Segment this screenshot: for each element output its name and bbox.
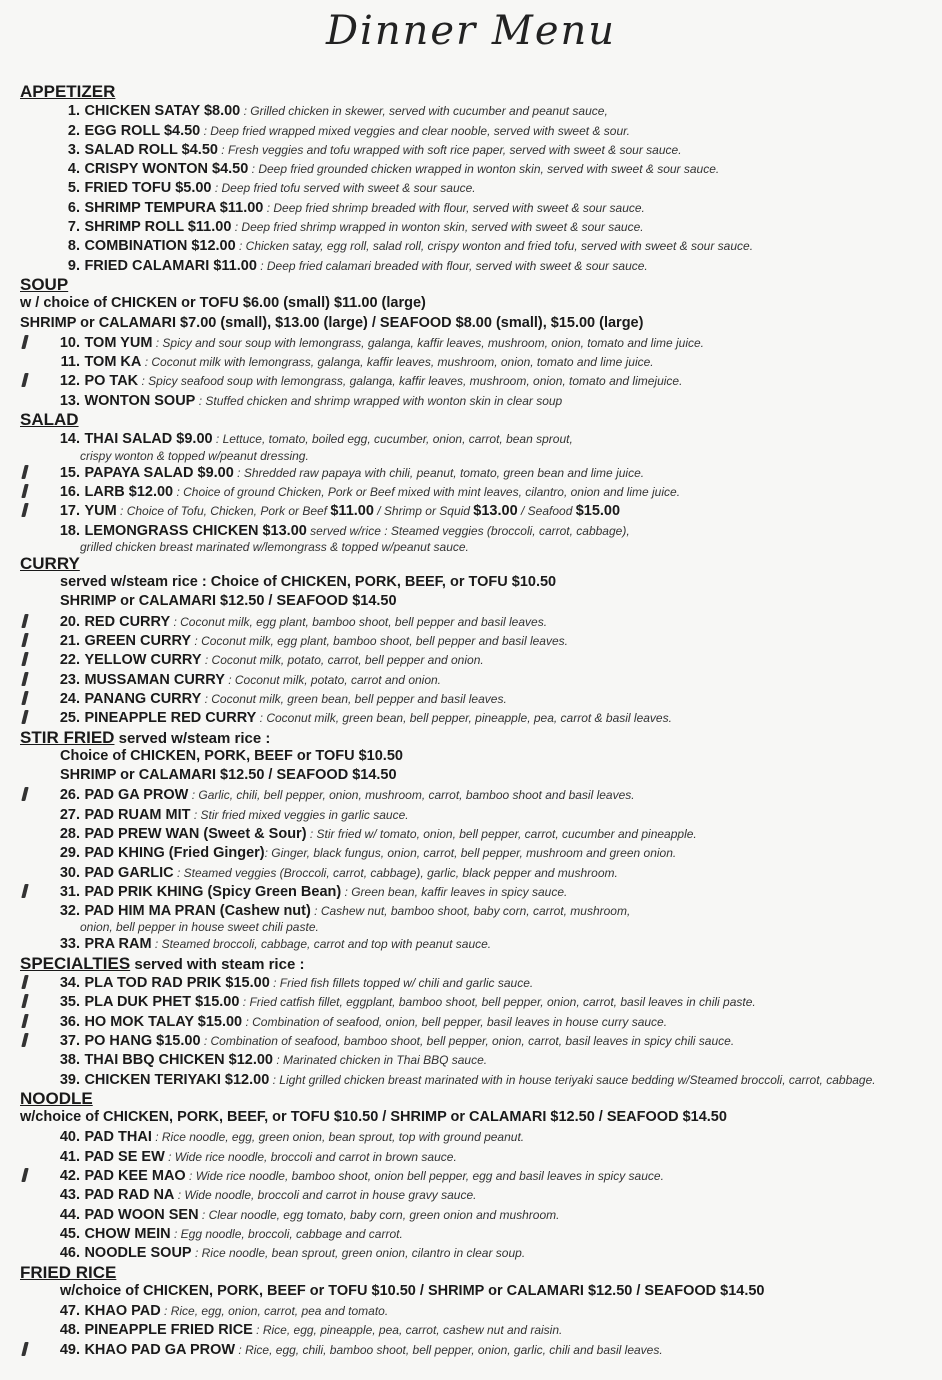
item-description: : Rice, egg, pineapple, pea, carrot, cashew nut and raisin.: [252, 1323, 563, 1338]
item-description: : Fresh veggies and tofu wrapped with soft rice paper, served with sweet & sour sauce.: [217, 142, 682, 157]
item-number: 28.: [59, 825, 80, 842]
item-name: TOM YUM: [84, 334, 153, 351]
soup-price-line-1: w / choice of CHICKEN or TOFU $6.00 (small) $11.00 (large): [20, 295, 426, 312]
item-number: 7.: [67, 219, 80, 236]
item-description: : Wide noodle, broccoli and carrot in house gravy sauce.: [174, 1188, 477, 1203]
item-description: : Garlic, chili, bell pepper, onion, mushroom, carrot, bamboo shoot and basil leaves.: [188, 788, 635, 803]
item-name: PAD RAD NA: [84, 1187, 175, 1204]
page-title: Dinner Menu: [325, 8, 617, 54]
item-description-continued: crispy wonton & topped w/peanut dressing.: [80, 448, 309, 463]
menu-item-43: [20, 1185, 935, 1204]
spicy-marker-icon: [21, 614, 28, 628]
item-name: PAPAYA SALAD $9.00: [84, 464, 234, 481]
item-description: / Shrimp or Squid: [373, 504, 474, 519]
item-number: 47.: [59, 1303, 80, 1320]
stir-fried-price-line-1: Choice of CHICKEN, PORK, BEEF or TOFU $10.50: [60, 747, 403, 764]
section-heading-appetizer: APPETIZER: [20, 82, 116, 101]
spicy-marker-icon: [21, 975, 28, 989]
stir-fried-price-line-2: SHRIMP or CALAMARI $12.50 / SEAFOOD $14.50: [60, 767, 397, 784]
item-description: : Shredded raw papaya with chili, peanut, tomato, green bean and lime juice.: [233, 465, 645, 480]
item-number: 8.: [67, 238, 80, 255]
item-number: 40.: [59, 1129, 80, 1146]
item-description: : Fried catfish fillet, eggplant, bamboo shoot, bell pepper, onion, carrot, basil leaves in chili paste.: [239, 995, 756, 1010]
item-description: : Wide rice noodle, broccoli and carrot in brown sauce.: [164, 1149, 457, 1164]
menu-item-15: [20, 463, 935, 482]
menu-item-10: [20, 333, 935, 352]
item-name: WONTON SOUP: [84, 392, 196, 409]
item-number: 25.: [59, 710, 80, 727]
item-price: $15.00: [575, 503, 621, 520]
item-name: PAD KEE MAO: [84, 1168, 186, 1185]
item-description: : Combination of seafood, onion, bell pepper, basil leaves in house curry sauce.: [242, 1014, 668, 1029]
menu-item-40: [20, 1127, 935, 1146]
item-name: CRISPY WONTON $4.50: [84, 161, 249, 178]
item-name: THAI SALAD $9.00: [84, 431, 213, 448]
item-name: PAD THAI: [84, 1129, 152, 1146]
item-description: : Choice of ground Chicken, Pork or Beef mixed with mint leaves, cilantro, onion and lime juice.: [173, 484, 681, 499]
menu-item-41: [20, 1147, 935, 1166]
item-name: KHAO PAD GA PROW: [84, 1341, 236, 1358]
item-name: FRIED TOFU $5.00: [84, 180, 212, 197]
item-description: : Deep fried wrapped mixed veggies and clear nooble, served with sweet & sour.: [200, 123, 631, 138]
item-name: CHICKEN TERIYAKI $12.00: [84, 1071, 270, 1088]
item-number: 23.: [59, 671, 80, 688]
item-number: 3.: [67, 141, 80, 158]
item-name: PAD SE EW: [84, 1148, 165, 1165]
item-name: PAD KHING (Fried Ginger): [84, 845, 265, 862]
menu-item-3: [20, 140, 935, 159]
item-number: 49.: [59, 1341, 80, 1358]
menu-item-48: [20, 1320, 935, 1339]
item-description: : Ginger, black fungus, onion, carrot, bell pepper, mushroom and green onion.: [264, 846, 677, 861]
menu-item-23: [20, 670, 935, 689]
item-number: 10.: [59, 334, 80, 351]
item-number: 32.: [59, 903, 80, 920]
item-description: : Rice, egg, onion, carrot, pea and tomato.: [160, 1304, 389, 1319]
item-description: / Seafood: [517, 504, 576, 519]
item-number: 11.: [60, 354, 80, 371]
section-heading-fried-rice: FRIED RICE: [20, 1262, 117, 1282]
item-name: TOM KA: [84, 354, 142, 371]
item-name: PLA DUK PHET $15.00: [84, 994, 240, 1011]
item-name: FRIED CALAMARI $11.00: [84, 257, 257, 274]
item-description: : Coconut milk, egg plant, bamboo shoot, bell pepper and basil leaves.: [170, 614, 548, 629]
item-number: 22.: [59, 652, 80, 669]
spicy-marker-icon: [21, 710, 28, 724]
item-number: 5.: [67, 180, 80, 197]
section-heading-salad: SALAD: [20, 410, 79, 430]
section-heading-soup: SOUP: [20, 274, 69, 294]
menu-item-4: [20, 159, 935, 178]
item-number: 20.: [59, 613, 80, 630]
item-name: GREEN CURRY: [84, 633, 192, 650]
item-number: 43.: [59, 1187, 80, 1204]
spicy-marker-icon: [21, 1168, 28, 1182]
item-name: PANANG CURRY: [84, 690, 202, 707]
section-heading-specialties: SPECIALTIES: [20, 953, 131, 973]
menu-item-44: [20, 1205, 935, 1224]
soup-price-line-2: SHRIMP or CALAMARI $7.00 (small), $13.00 (large) / SEAFOOD $8.00 (small), $15.00 (large): [20, 314, 644, 331]
item-name: NOODLE SOUP: [84, 1245, 192, 1262]
item-number: 41.: [59, 1148, 80, 1165]
item-number: 21.: [59, 633, 80, 650]
item-description: : Coconut milk, potato, carrot and onion.: [224, 672, 442, 687]
item-description: : Deep fried shrimp breaded with flour, served with sweet & sour sauce.: [263, 200, 645, 215]
menu-item-42: [20, 1166, 935, 1185]
item-description-continued: grilled chicken breast marinated w/lemongrass & topped w/peanut sauce.: [80, 539, 469, 554]
item-description: : Light grilled chicken breast marinated with in house teriyaki sauce bedding w/Steamed broccoli, carrot, cabbage.: [269, 1072, 876, 1087]
menu-item-36: [20, 1012, 935, 1031]
menu-item-22: [20, 650, 935, 669]
item-description: : Rice, egg, chili, bamboo shoot, bell pepper, onion, garlic, chili and basil leaves.: [235, 1342, 663, 1357]
section-heading-curry: CURRY: [20, 553, 80, 573]
item-description: : Rice noodle, egg, green onion, bean sprout, top with ground peanut.: [151, 1130, 525, 1145]
menu-item-46: [20, 1243, 935, 1262]
spicy-marker-icon: [21, 787, 28, 801]
menu-list: [20, 82, 935, 1359]
item-description: : Coconut milk, potato, carrot, bell pepper and onion.: [201, 653, 484, 668]
item-name: CHOW MEIN: [84, 1225, 171, 1242]
item-description: : Coconut milk, green bean, bell pepper, pineapple, pea, carrot & basil leaves.: [256, 711, 672, 726]
menu-item-49: [20, 1340, 935, 1359]
menu-item-20: [20, 612, 935, 631]
item-description: : Deep fried tofu served with sweet & sour sauce.: [211, 181, 476, 196]
item-name: PAD WOON SEN: [84, 1206, 199, 1223]
item-price: $11.00: [330, 503, 374, 520]
menu-item-29: [20, 843, 935, 862]
item-description-continued: onion, bell pepper in house sweet chili paste.: [80, 920, 319, 935]
item-number: 1.: [67, 103, 80, 120]
item-name: HO MOK TALAY $15.00: [84, 1013, 243, 1030]
item-number: 12.: [59, 373, 80, 390]
spicy-marker-icon: [21, 484, 28, 498]
item-name: PAD RUAM MIT: [84, 806, 191, 823]
menu-item-2: [20, 121, 935, 140]
menu-item-33: [20, 934, 935, 953]
item-description: : Clear noodle, egg tomato, baby corn, green onion and mushroom.: [198, 1207, 560, 1222]
spicy-marker-icon: [21, 1342, 28, 1356]
section-header-stir-fried: [20, 728, 935, 747]
menu-item-14: [20, 429, 935, 448]
spicy-marker-icon: [21, 691, 28, 705]
item-name: COMBINATION $12.00: [84, 238, 236, 255]
item-description: : Stir fried w/ tomato, onion, bell pepper, carrot, cucumber and pineapple.: [306, 826, 697, 841]
menu-item-12: [20, 371, 935, 390]
menu-item-21: [20, 631, 935, 650]
item-description: : Coconut milk, egg plant, bamboo shoot, bell pepper and basil leaves.: [191, 634, 568, 649]
item-number: 4.: [67, 161, 80, 178]
menu-item-28: [20, 824, 935, 843]
spicy-marker-icon: [21, 672, 28, 686]
fried-rice-price-line: w/choice of CHICKEN, PORK, BEEF or TOFU $10.50 / SHRIMP or CALAMARI $12.50 / SEAFOOD $14.50: [60, 1282, 765, 1299]
item-number: 46.: [59, 1245, 80, 1262]
item-number: 44.: [59, 1206, 80, 1223]
menu-item-34: [20, 973, 935, 992]
spicy-marker-icon: [21, 652, 28, 666]
item-name: EGG ROLL $4.50: [84, 122, 201, 139]
item-description: : Choice of Tofu, Chicken, Pork or Beef: [116, 504, 331, 519]
menu-item-1: [20, 101, 935, 120]
menu-item-35: [20, 992, 935, 1011]
item-name: PINEAPPLE FRIED RICE: [84, 1322, 253, 1339]
item-number: 45.: [59, 1225, 80, 1242]
item-number: 26.: [59, 787, 80, 804]
item-name: THAI BBQ CHICKEN $12.00: [84, 1052, 273, 1069]
item-name: YELLOW CURRY: [84, 652, 202, 669]
item-description: : Spicy seafood soup with lemongrass, galanga, kaffir leaves, mushroom, onion, tomato and limejuice.: [138, 374, 683, 389]
item-description: : Deep fried grounded chicken wrapped in wonton skin, served with sweet & sour sauce.: [248, 162, 720, 177]
menu-item-30: [20, 863, 935, 882]
menu-item-31: [20, 882, 935, 901]
menu-item-5: [20, 178, 935, 197]
spicy-marker-icon: [21, 884, 28, 898]
item-number: 27.: [59, 806, 80, 823]
item-name: SHRIMP ROLL $11.00: [84, 219, 232, 236]
menu-item-9: [20, 256, 935, 275]
item-number: 6.: [67, 199, 80, 216]
item-name: PO TAK: [84, 373, 139, 390]
item-number: 17.: [59, 503, 80, 520]
section-header-specialties: [20, 954, 935, 973]
item-description: served w/rice : Steamed veggies (broccoli, carrot, cabbage),: [306, 523, 630, 538]
section-heading-stir-fried: STIR FRIED: [20, 727, 115, 747]
menu-item-47: [20, 1301, 935, 1320]
item-number: 37.: [59, 1032, 80, 1049]
item-number: 13.: [59, 392, 80, 409]
item-name: PAD GARLIC: [84, 864, 174, 881]
item-name: SALAD ROLL $4.50: [84, 141, 218, 158]
section-note: served with steam rice :: [130, 955, 305, 973]
menu-item-6: [20, 198, 935, 217]
item-name: PAD PREW WAN (Sweet & Sour): [84, 825, 307, 842]
menu-item-37: [20, 1031, 935, 1050]
curry-price-line-1: served w/steam rice : Choice of CHICKEN, PORK, BEEF, or TOFU $10.50: [60, 574, 557, 591]
item-number: 2.: [67, 122, 80, 139]
item-description: : Deep fried shrimp wrapped in wonton skin, served with sweet & sour sauce.: [231, 220, 644, 235]
item-number: 34.: [59, 975, 80, 992]
item-number: 15.: [59, 464, 80, 481]
item-price: $13.00: [473, 503, 518, 520]
item-number: 9.: [67, 257, 80, 274]
item-number: 48.: [59, 1322, 80, 1339]
spicy-marker-icon: [21, 1014, 28, 1028]
item-name: PAD GA PROW: [84, 787, 189, 804]
menu-item-25: [20, 708, 935, 727]
item-description: : Coconut milk with lemongrass, galanga, kaffir leaves, mushroom, onion, tomato and lime juice.: [141, 355, 654, 370]
item-description: : Coconut milk, green bean, bell pepper and basil leaves.: [201, 691, 507, 706]
item-description: : Lettuce, tomato, boiled egg, cucumber, onion, carrot, bean sprout,: [212, 432, 573, 447]
item-number: 38.: [59, 1052, 80, 1069]
spicy-marker-icon: [21, 994, 28, 1008]
item-name: PAD PRIK KHING (Spicy Green Bean): [84, 883, 342, 900]
item-name: PAD HIM MA PRAN (Cashew nut): [84, 903, 311, 920]
spicy-marker-icon: [21, 1033, 28, 1047]
item-number: 14.: [59, 431, 80, 448]
item-description: : Steamed broccoli, cabbage, carrot and top with peanut sauce.: [151, 937, 492, 952]
item-description: : Green bean, kaffir leaves in spicy sauce.: [341, 884, 568, 899]
item-number: 24.: [59, 690, 80, 707]
menu-item-16: [20, 482, 935, 501]
menu-item-18: [20, 521, 935, 540]
item-number: 18.: [59, 522, 80, 539]
item-name: YUM: [84, 503, 117, 520]
item-name: CHICKEN SATAY $8.00: [84, 103, 241, 120]
curry-price-line-2: SHRIMP or CALAMARI $12.50 / SEAFOOD $14.50: [60, 593, 397, 610]
item-description: : Cashew nut, bamboo shoot, baby corn, carrot, mushroom,: [310, 904, 631, 919]
menu-item-24: [20, 689, 935, 708]
menu-item-17: [20, 501, 935, 520]
spicy-marker-icon: [21, 373, 28, 387]
item-number: 31.: [59, 883, 80, 900]
item-description: : Combination of seafood, bamboo shoot, bell pepper, onion, carrot, basil leaves in spicy chili sauce.: [200, 1033, 735, 1048]
item-description: : Rice noodle, bean sprout, green onion, cilantro in clear soup.: [191, 1246, 526, 1261]
section-note: served w/steam rice :: [114, 729, 271, 747]
item-description: : Wide rice noodle, bamboo shoot, onion bell pepper, egg and basil leaves in spicy sauce.: [185, 1169, 664, 1184]
spicy-marker-icon: [21, 503, 28, 517]
item-name: PLA TOD RAD PRIK $15.00: [84, 975, 270, 992]
spicy-marker-icon: [21, 335, 28, 349]
menu-item-26: [20, 785, 935, 804]
item-description: : Steamed veggies (Broccoli, carrot, cabbage), garlic, black pepper and mushroom.: [173, 865, 618, 880]
item-name: PINEAPPLE RED CURRY: [84, 710, 257, 727]
item-name: MUSSAMAN CURRY: [84, 671, 225, 688]
item-description: : Deep fried calamari breaded with flour, served with sweet & sour sauce.: [256, 258, 648, 273]
item-description: : Stuffed chicken and shrimp wrapped with wonton skin in clear soup: [195, 393, 563, 408]
item-description: : Stir fried mixed veggies in garlic sauce.: [190, 807, 409, 822]
item-number: 42.: [59, 1168, 80, 1185]
item-number: 30.: [59, 864, 80, 881]
menu-item-11: [20, 352, 935, 371]
item-name: LEMONGRASS CHICKEN $13.00: [84, 522, 307, 539]
item-number: 36.: [59, 1013, 80, 1030]
section-heading-noodle: NOODLE: [20, 1088, 93, 1108]
item-name: RED CURRY: [84, 613, 171, 630]
menu-item-39: [20, 1070, 935, 1089]
item-description: : Grilled chicken in skewer, served with cucumber and peanut sauce,: [240, 104, 608, 119]
item-number: 29.: [59, 845, 80, 862]
item-description: : Egg noodle, broccoli, cabbage and carrot.: [170, 1226, 403, 1241]
item-name: SHRIMP TEMPURA $11.00: [84, 199, 264, 216]
noodle-price-line: w/choice of CHICKEN, PORK, BEEF, or TOFU $10.50 / SHRIMP or CALAMARI $12.50 / SEAFOOD $14.50: [20, 1109, 727, 1126]
item-description: : Chicken satay, egg roll, salad roll, crispy wonton and fried tofu, served with sweet & sour sauce.: [235, 239, 754, 254]
item-description: : Spicy and sour soup with lemongrass, galanga, kaffir leaves, mushroom, onion, tomato and lime juice.: [152, 335, 705, 350]
menu-item-45: [20, 1224, 935, 1243]
item-number: 33.: [59, 936, 80, 953]
spicy-marker-icon: [21, 633, 28, 647]
item-number: 39.: [59, 1071, 80, 1088]
menu-item-7: [20, 217, 935, 236]
spicy-marker-icon: [21, 465, 28, 479]
item-description: : Marinated chicken in Thai BBQ sauce.: [273, 1053, 488, 1068]
item-name: LARB $12.00: [84, 483, 174, 500]
menu-item-13: [20, 391, 935, 410]
item-name: PO HANG $15.00: [84, 1032, 201, 1049]
menu-item-27: [20, 805, 935, 824]
menu-item-32: [20, 901, 935, 920]
menu-item-8: [20, 236, 935, 255]
item-name: KHAO PAD: [84, 1303, 161, 1320]
menu-item-38: [20, 1050, 935, 1069]
item-number: 16.: [59, 483, 80, 500]
item-name: PRA RAM: [84, 936, 152, 953]
item-description: : Fried fish fillets topped w/ chili and garlic sauce.: [269, 976, 534, 991]
item-number: 35.: [59, 994, 80, 1011]
